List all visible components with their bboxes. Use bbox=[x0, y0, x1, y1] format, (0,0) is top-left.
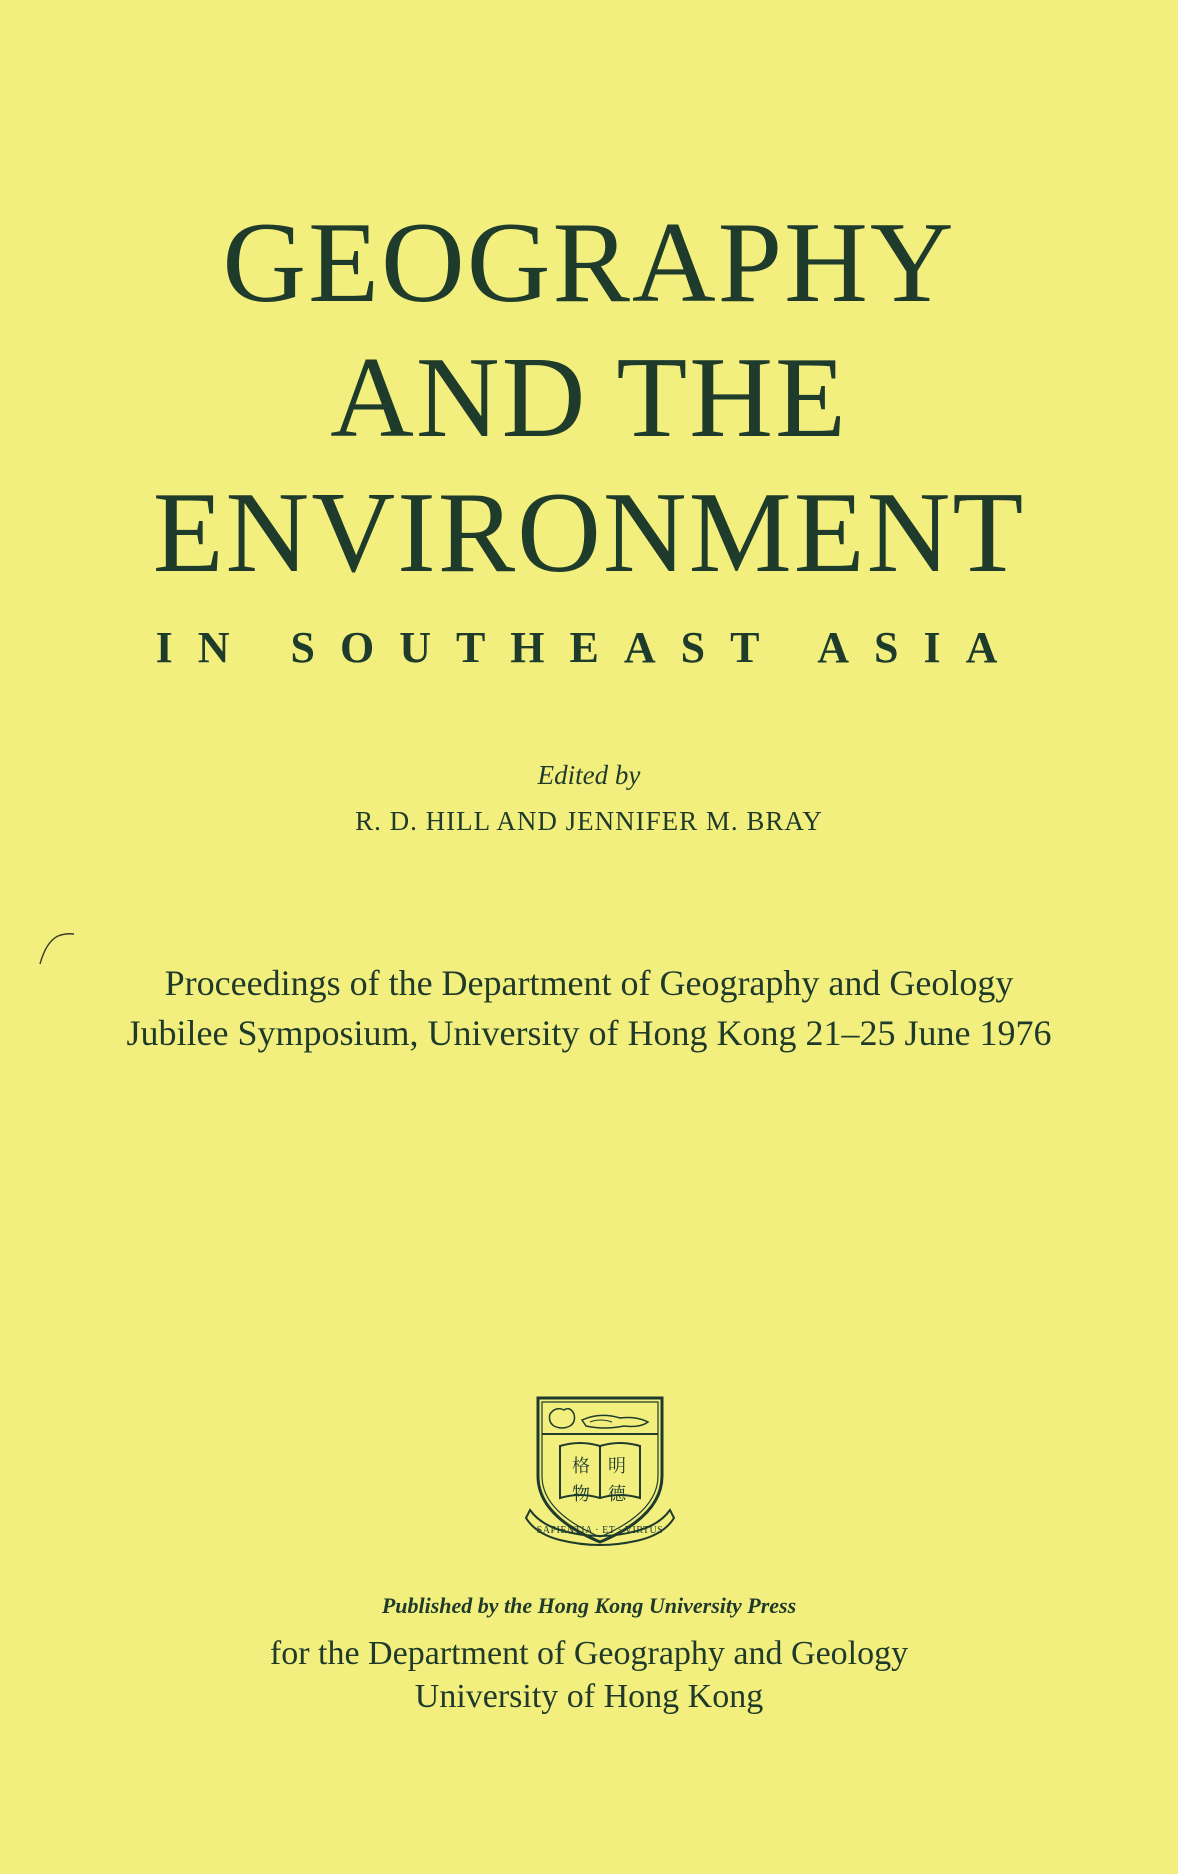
title-line-3: ENVIRONMENT bbox=[152, 469, 1026, 597]
crest-char-4: 德 bbox=[608, 1484, 626, 1505]
edited-by-label: Edited by bbox=[537, 760, 641, 790]
subtitle: IN SOUTHEAST ASIA bbox=[155, 623, 1023, 672]
editors: R. D. HILL AND JENNIFER M. BRAY bbox=[355, 806, 823, 836]
pen-mark bbox=[36, 930, 76, 966]
publisher-line: Published by the Hong Kong University Press bbox=[381, 1593, 797, 1618]
proceedings-line-2: Jubilee Symposium, University of Hong Kong 21–25 June 1976 bbox=[126, 1013, 1052, 1053]
crest-motto: SAPIENTIA · ET · VIRTUS bbox=[536, 1525, 664, 1536]
title-line-2: AND THE bbox=[330, 334, 848, 462]
crest-char-3: 物 bbox=[572, 1484, 590, 1505]
crest-char-1: 格 bbox=[572, 1456, 590, 1477]
crest-chinese-text bbox=[565, 1452, 635, 1506]
title-line-1: GEOGRAPHY bbox=[222, 199, 956, 327]
footer-line-2: University of Hong Kong bbox=[414, 1678, 764, 1715]
proceedings-line-1: Proceedings of the Department of Geography and Geology bbox=[164, 963, 1014, 1003]
footer-line-1: for the Department of Geography and Geology bbox=[269, 1635, 909, 1672]
crest-char-2: 明 bbox=[608, 1456, 626, 1477]
